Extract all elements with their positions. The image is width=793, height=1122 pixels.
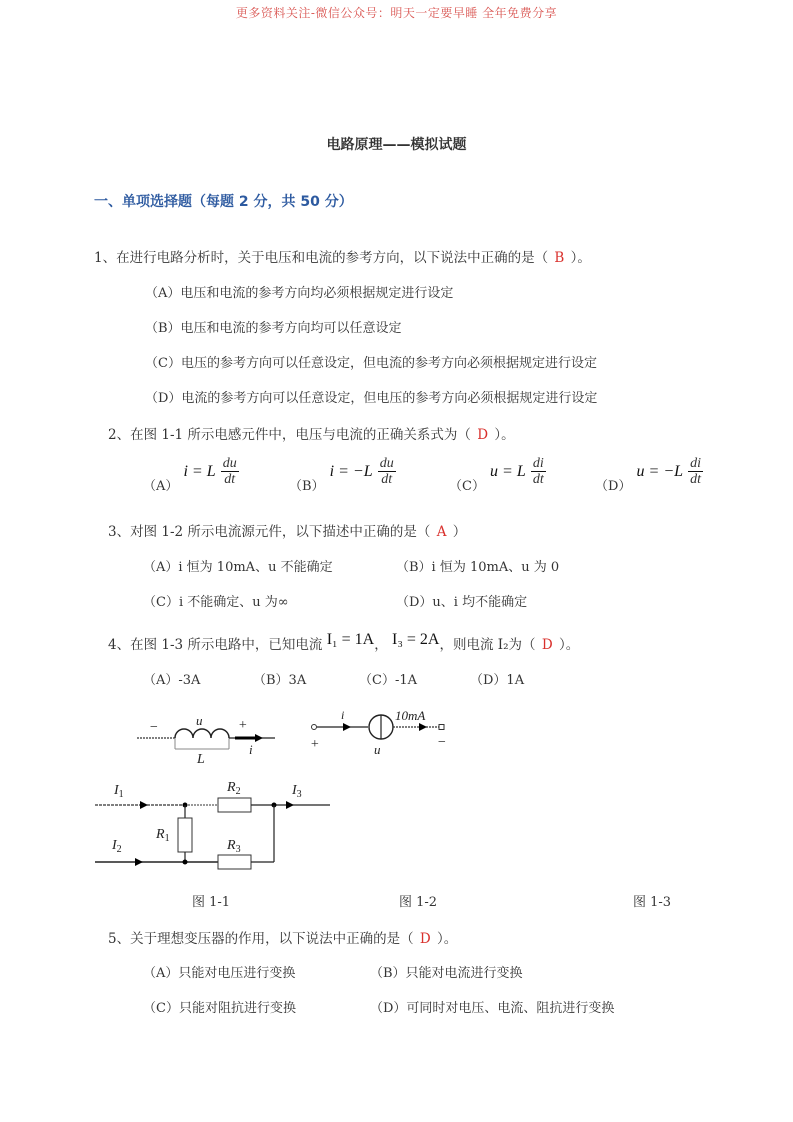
resistor-r1-icon [178,818,192,852]
formula-option-b [289,456,396,494]
answer-mark: D [541,637,553,653]
question-number: 3、 [108,524,131,540]
formula-option-d [595,456,703,494]
formula-fraction: $\frac{du}{dt}$ [222,456,237,487]
formula-fraction: $\frac{di}{dt}$ [690,456,702,487]
formula-lhs: u = −L [636,463,684,480]
option-label: （B） [289,479,325,494]
label-u: u [196,713,203,728]
answer-mark: D [419,931,431,947]
question-text: 在图 1-1 所示电感元件中，电压与电流的正确关系式为（ [130,427,471,443]
option-a: （A）-3A [143,673,201,688]
given-current-i3: I₃ = 2A [392,631,440,648]
current-arrow-icon [255,734,263,742]
option-label: （C） [449,479,485,494]
question-text: 关于理想变压器的作用，以下说法中正确的是（ [130,931,414,947]
formula-fraction: $\frac{di}{dt}$ [532,456,544,487]
option-d: （D）电流的参考方向可以任意设定，但电压的参考方向必须根据规定进行设定 [145,391,598,406]
question-text: 在图 1-3 所示电路中，已知电流 [130,637,323,653]
question-number: 2、 [108,427,131,443]
option-d: （D）1A [470,673,525,688]
option-c: （C）电压的参考方向可以任意设定，但电流的参考方向必须根据规定进行设定 [145,356,597,371]
answer-mark: A [436,524,447,540]
current-arrow-icon [140,801,148,809]
label-i3: $I_3$ [292,783,302,800]
question-number: 5、 [108,931,131,947]
answer-mark: B [554,250,565,266]
label-r1: $R_1$ [156,827,170,844]
option-b: （B）3A [253,673,307,688]
formula-option-a [143,456,239,494]
section-heading: 一、单项选择题（每题 2 分，共 50 分） [94,194,353,210]
question-text-end: ）。 [437,931,458,947]
figure-1-2-current-source [303,705,453,760]
caption-figure-1-3: 图 1-3 [633,895,672,910]
watermark-banner: 更多资料关注-微信公众号：明天一定要早睡 全年免费分享 [235,6,558,20]
option-c: （C）-1A [359,673,417,688]
minus-sign: − [149,720,159,735]
option-d: （D）u、i 均不能确定 [396,595,528,610]
question-text-end: ）。 [558,637,580,653]
current-arrow-icon [419,723,427,731]
question-5 [108,927,457,947]
terminal-icon [439,725,444,730]
option-label: （D） [595,479,632,494]
label-i1: $I_1$ [114,783,124,800]
formula-lhs: u = L [490,463,526,480]
question-text-end: ）。 [570,250,591,266]
terminal-icon [312,725,317,730]
label-i: i [249,742,253,757]
label-i2: $I_2$ [112,838,122,855]
option-b: （B）i 恒为 10mA、u 为 0 [396,560,560,575]
resistor-r3-icon [218,855,251,869]
current-arrow-icon [286,801,294,809]
formula-fraction: $\frac{du}{dt}$ [379,456,394,487]
option-c: （C）只能对阻抗进行变换 [143,1001,296,1016]
current-arrow-icon [135,858,143,866]
document-title: 电路原理——模拟试题 [326,137,467,153]
caption-figure-1-1: 图 1-1 [192,895,231,910]
option-label: （A） [143,479,179,494]
plus-sign: + [238,718,248,733]
label-u: u [374,742,381,757]
inductor-coil-icon [175,729,229,738]
formula-option-c [449,456,546,494]
formula-lhs: i = L [183,463,216,480]
option-a: （A）电压和电流的参考方向均必须根据规定进行设定 [145,286,454,301]
separator: ， [374,637,388,653]
option-a: （A）i 恒为 10mA、u 不能确定 [143,560,333,575]
question-text-end: ）。 [494,427,515,443]
plus-sign: + [310,737,320,752]
caption-figure-1-2: 图 1-2 [399,895,438,910]
question-2 [108,423,515,443]
answer-mark: D [477,427,489,443]
label-r2: $R_2$ [227,780,241,797]
current-arrow-icon [343,723,351,731]
question-3 [108,520,466,540]
question-text: 对图 1-2 所示电流源元件，以下描述中正确的是（ [130,524,431,540]
label-10ma: 10mA [395,708,426,723]
question-1 [94,246,591,266]
question-4 [108,633,579,654]
question-text-mid: ，则电流 I₂为（ [439,637,536,653]
figure-1-3-resistor-network [90,772,350,872]
figure-1-1-inductor [135,705,285,765]
option-b: （B）电压和电流的参考方向均可以任意设定 [145,321,402,336]
question-text-end: ） [452,524,467,540]
minus-sign: − [437,735,447,750]
question-number: 4、 [108,637,131,653]
formula-lhs: i = −L [329,463,373,480]
resistor-r2-icon [218,798,251,812]
option-b: （B）只能对电流进行变换 [370,966,523,981]
option-d: （D）可同时对电压、电流、阻抗进行变换 [370,1001,615,1016]
given-current-i1: I₁ = 1A [326,631,375,648]
option-c: （C）i 不能确定、u 为∞ [143,595,289,610]
question-number: 1、 [94,250,117,266]
label-L: L [197,752,205,765]
label-i: i [341,708,345,722]
question-text: 在进行电路分析时，关于电压和电流的参考方向，以下说法中正确的是（ [116,250,549,266]
label-r3: $R_3$ [227,838,241,855]
option-a: （A）只能对电压进行变换 [143,966,296,981]
